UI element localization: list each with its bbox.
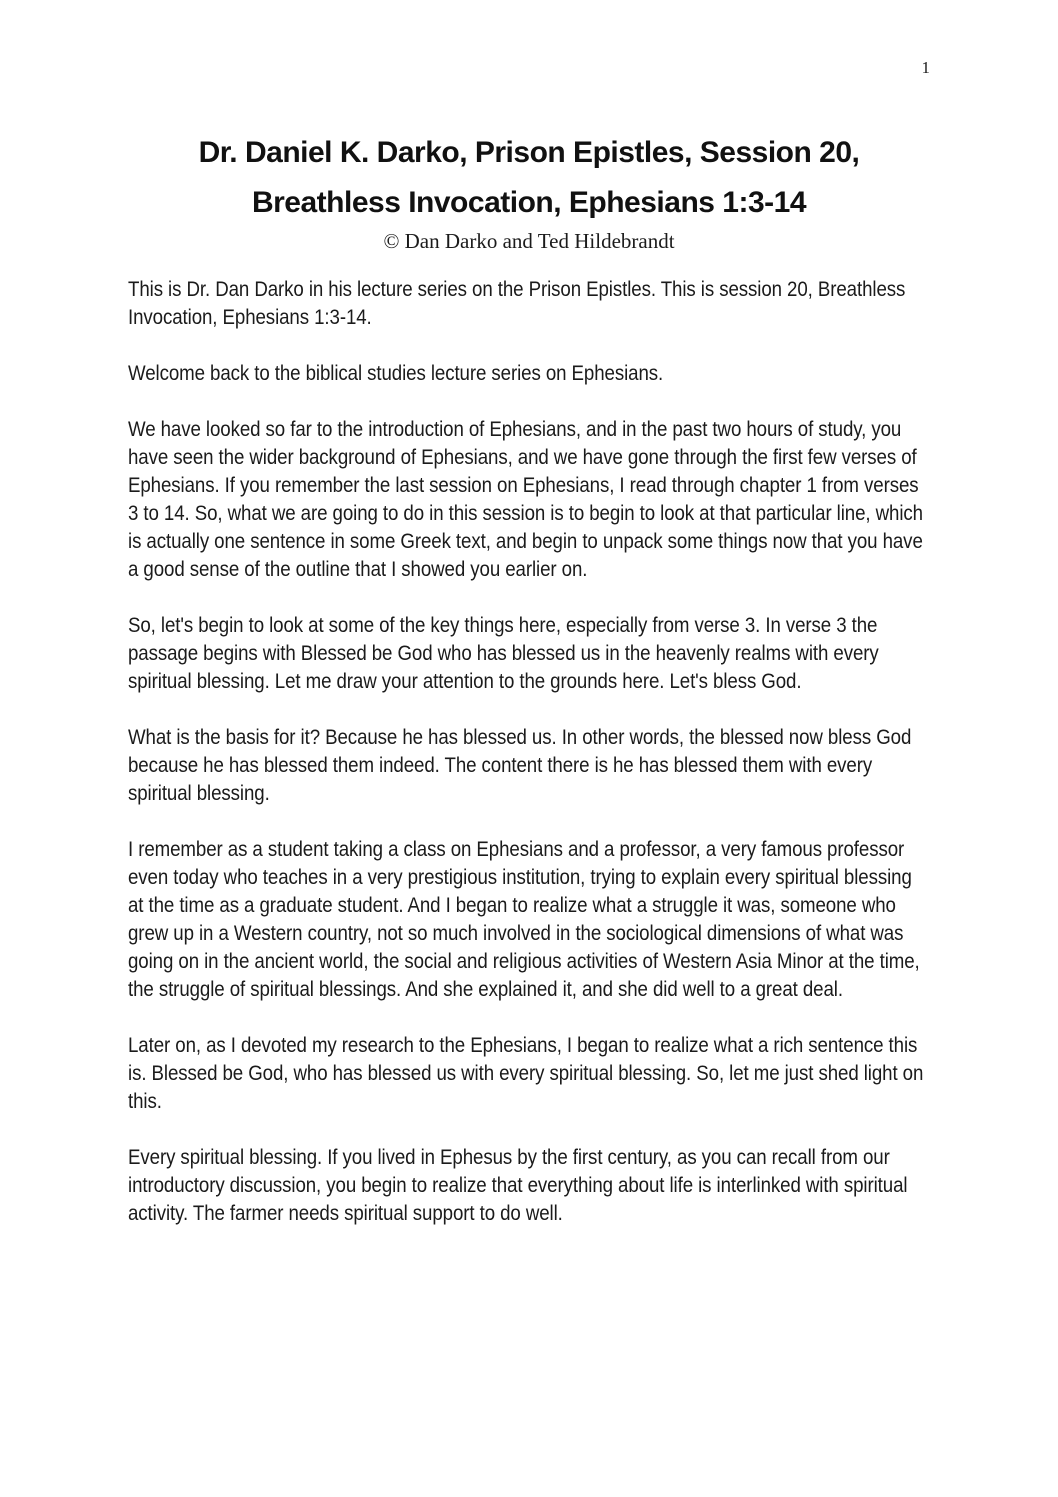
transcript-paragraph: Welcome back to the biblical studies lecture series on Ephesians. xyxy=(128,362,664,385)
title-line-2: Breathless Invocation, Ephesians 1:3-14 xyxy=(251,186,807,219)
title-line-1: Dr. Daniel K. Darko, Prison Epistles, Session 20, xyxy=(198,136,860,169)
transcript-paragraph: What is the basis for it? Because he has blessed us. In other words, the blessed now bless God because he has blessed them indeed. The content there is he has blessed them with every spiritual blessing. xyxy=(128,726,912,805)
copyright-line: © Dan Darko and Ted Hildebrandt xyxy=(383,229,675,253)
transcript-paragraph: Later on, as I devoted my research to the Ephesians, I began to realize what a rich sentence this is. Blessed be God, who has blessed us with every spiritual blessing. So, let me just shed light on this. xyxy=(128,1034,924,1113)
page-number: 1 xyxy=(921,58,930,77)
transcript-paragraph: So, let's begin to look at some of the key things here, especially from verse 3. In verse 3 the passage begins with Blessed be God who has blessed us in the heavenly realms with every spiritual blessing. Let me draw your attention to the grounds here. Let's bless God. xyxy=(128,614,879,693)
transcript-paragraph: Every spiritual blessing. If you lived in Ephesus by the first century, as you can recall from our introductory discussion, you begin to realize that everything about life is interlinked with spiritual activity. The farmer needs spiritual support to do well. xyxy=(128,1146,908,1225)
transcript-paragraph: This is Dr. Dan Darko in his lecture series on the Prison Epistles. This is session 20, Breathless Invocation, Ephesians 1:3-14. xyxy=(128,278,906,329)
transcript-paragraph: I remember as a student taking a class on Ephesians and a professor, a very famous professor even today who teaches in a very prestigious institution, trying to explain every spiritual blessing at the time as a graduate student. And I began to realize what a struggle it was, someone who grew up in a Western country, not so much involved in the sociological dimensions of what was going on in the ancient world, the social and religious activities of Western Asia Minor at the time, the struggle of spiritual blessings. And she explained it, and she did well to a great deal. xyxy=(128,838,920,1001)
transcript-paragraph: We have looked so far to the introduction of Ephesians, and in the past two hours of study, you have seen the wider background of Ephesians, and we have gone through the first few verses of Ephesians. If you remember the last session on Ephesians, I read through chapter 1 from verses 3 to 14. So, what we are going to do in this session is to begin to look at that particular line, which is actually one sentence in some Greek text, and begin to unpack some things now that you have a good sense of the outline that I showed you earlier on. xyxy=(128,418,923,581)
transcript-body xyxy=(128,276,929,1228)
document-title xyxy=(119,0,939,228)
